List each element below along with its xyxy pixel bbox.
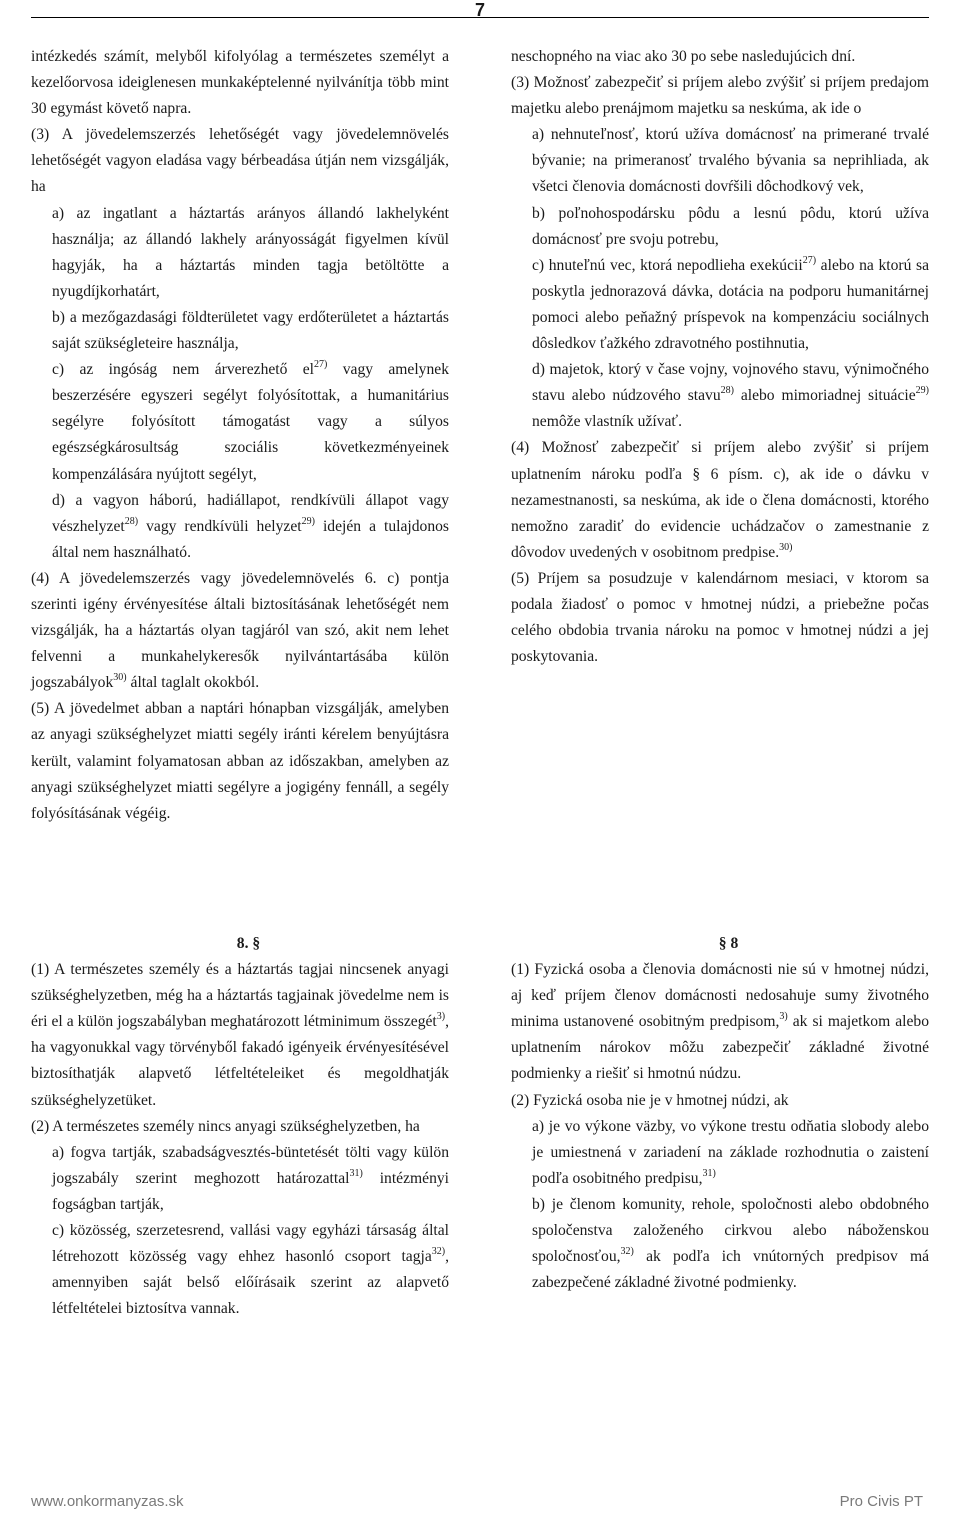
footnote-reference: 29) — [915, 385, 929, 397]
paragraph-text: intézkedés számít, melyből kifolyólag a természetes személyt a kezelőorvosa ideiglenesen munkaképtelenné nyilvánítja több mint 30 egymást követő napra. — [31, 48, 449, 118]
footnote-reference: 32) — [431, 1245, 446, 1257]
paragraph — [511, 70, 929, 122]
paragraph — [511, 253, 929, 357]
footnote-reference: 28) — [124, 515, 139, 527]
paragraph-text: (4) A jövedelemszerzés vagy jövedelemnövelés 6. c) pontja szerinti igény érvényesítése általi biztosításának lehetőségét nem vizsgálják, ha a háztartás olyan tagjáról van szó, akit nem lehet felvenni a munkahelykeresők nyilvántartásába külön jogszabályok — [31, 569, 449, 692]
column-bottom-right-slovak — [511, 931, 929, 1296]
paragraph-text: alebo na ktorú sa poskytla jednorazová dávka, dotácia na podporu humanitárnej pomoci alebo peňažný príspevok na kompenzáciu sociálnych dôsledkov ťažkého zdravotného postihnutia, — [532, 256, 929, 353]
paragraph-text: neschopného na viac ako 30 po sebe nasledujúcich dní. — [511, 48, 856, 65]
paragraph-text: a) fogva tartják, szabadságvesztés-büntetését tölti vagy külön jogszabály szerint meghozott határozattal — [52, 1143, 449, 1187]
paragraph-text: b) poľnohospodársku pôdu a lesnú pôdu, ktorú užíva domácnosť pre svoju potrebu, — [532, 204, 929, 248]
paragraph-text: , amennyiben saját belső előírásaik szerint az alapvető létfeltételei biztosítva vannak. — [52, 1248, 449, 1318]
column-bottom-left-hungarian — [31, 931, 449, 1322]
paragraph — [511, 1192, 929, 1296]
footer-website: www.onkormanyzas.sk — [31, 1493, 184, 1510]
paragraph-text: (5) A jövedelmet abban a naptári hónapban vizsgálják, amelyben az anyagi szükséghelyzet miatti segély iránti kérelem benyújtásra került, valamint folyamatosan abban az időszakban, amelyben az anyagi szükséghelyzet miatti segélyre a jogigény fennáll, a segély folyósításának végéig. — [31, 700, 449, 822]
footnote-reference: 30) — [113, 672, 127, 684]
footnote-reference: 27) — [314, 358, 328, 370]
paragraph — [31, 305, 449, 357]
paragraph-text: vagy rendkívüli helyzet — [138, 517, 302, 535]
paragraph — [31, 1218, 449, 1322]
footnote-reference: 27) — [802, 254, 817, 266]
paragraph — [31, 566, 449, 696]
footnote-reference: 29) — [301, 515, 315, 527]
paragraph — [511, 566, 929, 670]
paragraph — [511, 1114, 929, 1192]
paragraph-text: c) az ingóság nem árverezhető el — [52, 361, 315, 379]
paragraph-text: (1) A természetes személy és a háztartás tagjai nincsenek anyagi szükséghelyzetben, még ha a háztartás tagjainak jövedelme nem is éri el a külön jogszabályban meghatározott létminimum összegét — [31, 961, 449, 1031]
paragraph-text: (3) A jövedelemszerzés lehetőségét vagy jövedelemnövelés lehetőségét vagyon eladása vagy bérbeadása útján nem vizsgálják, ha — [31, 126, 449, 196]
paragraph-text: nemôže vlastník užívať. — [532, 413, 682, 431]
paragraph — [511, 957, 929, 1087]
paragraph-text: a) nehnuteľnosť, ktorú užíva domácnosť na primerané trvalé bývanie; na primeranosť trvalého bývania sa neprihliada, ak všetci členovia domácnosti dovŕšili dôchodkový vek, — [532, 126, 929, 196]
footnote-reference: 3) — [436, 1011, 446, 1023]
footnote-reference: 30) — [779, 541, 793, 553]
paragraph-text: a) je vo výkone väzby, vo výkone trestu odňatia slobody alebo je umiestnená v zariadení na základe rozhodnutia o zaistení podľa osobitného predpisu, — [532, 1117, 929, 1187]
paragraph-text: által taglalt okokból. — [126, 674, 260, 692]
paragraph-text: b) a mezőgazdasági földterületet vagy erdőterületet a háztartás saját szükségleteire használja, — [52, 308, 449, 353]
section-heading: § 8 — [718, 935, 739, 952]
paragraph — [31, 488, 449, 566]
paragraph-text: d) a vagyon háború, hadiállapot, rendkívüli állapot vagy vészhelyzet — [52, 491, 449, 535]
paragraph — [511, 122, 929, 200]
paragraph-text: (1) Fyzická osoba a členovia domácnosti nie sú v hmotnej núdzi, aj keď príjem členov domácnosti nedosahuje sumy životného minima ustanovené osobitným predpisom, — [511, 961, 929, 1031]
paragraph-text: (2) A természetes személy nincs anyagi szükséghelyzetben, ha — [31, 1117, 420, 1135]
paragraph-text: d) majetok, ktorý v čase vojny, vojnového stavu, výnimočného stavu alebo núdzového stavu — [532, 361, 929, 405]
header-rule — [31, 17, 929, 18]
paragraph — [511, 201, 929, 253]
paragraph-text: c) közösség, szerzetesrend, vallási vagy egyházi társaság által létrehozott közösség vagy ehhez hasonló csoport tagja — [52, 1222, 449, 1266]
paragraph-text: b) je členom komunity, rehole, spoločnosti alebo obdobného spoločenstva založeného cirkvou alebo náboženskou spoločnosťou, — [532, 1195, 929, 1266]
paragraph — [31, 201, 449, 305]
paragraph-text: idején a tulajdonos által nem használható. — [52, 517, 449, 561]
paragraph-text: vagy amelynek beszerzésére egyszeri segélyt folyósítottak, a humanitárius segélyre folyósított támogatást vagy a súlyos egészségkárosultság szociális következményeinek kompenzálására nyújtott segélyt, — [52, 361, 449, 483]
paragraph — [511, 357, 929, 435]
footnote-reference: 32) — [620, 1245, 634, 1257]
footnote-reference: 28) — [720, 385, 734, 397]
paragraph-text: (4) Možnosť zabezpečiť si príjem alebo zvýšiť si príjem uplatnením nároku podľa § 6 písm. c), ak ide o dávku v nezamestnanosti, sa neskúma, ak ide o člena domácnosti, ktorého nemožno zaradiť do evidencie uchádzačov o zamestnanie z dôvodov uvedených v osobitnom predpise. — [511, 439, 929, 561]
paragraph — [31, 122, 449, 200]
footnote-reference: 3) — [779, 1011, 788, 1023]
paragraph — [31, 44, 449, 122]
paragraph-text: (5) Príjem sa posudzuje v kalendárnom mesiaci, v ktorom sa podala žiadosť o pomoc v hmotnej núdzi, a priebežne počas celého obdobia trvania nároku na pomoc v hmotnej núdzi a jej poskytovania. — [511, 569, 929, 666]
paragraph-text: alebo mimoriadnej situácie — [733, 387, 916, 405]
paragraph-text: ak si majetkom alebo uplatnením nárokov môžu zabezpečiť základné životné podmienky a riešiť si hmotnú núdzu. — [511, 1013, 929, 1083]
paragraph — [511, 1088, 929, 1114]
section-heading: 8. § — [236, 935, 261, 952]
page-number: 7 — [474, 0, 485, 20]
paragraph — [31, 696, 449, 826]
column-top-left-hungarian — [31, 44, 449, 827]
paragraph-text: a) az ingatlant a háztartás arányos állandó lakhelyként használja; az állandó lakhely arányosságát figyelmen kívül hagyják, ha a háztartás minden tagja betöltötte a nyugdíjkorhatárt, — [52, 204, 449, 300]
paragraph-text: intézményi fogságban tartják, — [52, 1169, 449, 1213]
paragraph-text: (2) Fyzická osoba nie je v hmotnej núdzi, ak — [511, 1091, 789, 1109]
paragraph-text: ak podľa ich vnútorných predpisov má zabezpečené základné životné podmienky. — [532, 1248, 929, 1292]
paragraph-text: , ha vagyonukkal vagy törvényből fakadó igényeik érvényesítésével biztosíthatják alapvető létfeltételeiket és megoldhatják szükséghelyzetüket. — [31, 1013, 449, 1109]
footnote-reference: 31) — [702, 1167, 716, 1179]
paragraph-text: c) hnuteľnú vec, ktorá nepodlieha exekúcii — [532, 256, 803, 274]
paragraph — [511, 44, 929, 70]
paragraph — [511, 435, 929, 565]
paragraph — [31, 1114, 449, 1140]
paragraph-text: (3) Možnosť zabezpečiť si príjem alebo zvýšiť si príjem predajom majetku alebo prenájmom majetku sa neskúma, ak ide o — [511, 74, 929, 118]
paragraph — [31, 357, 449, 487]
column-top-right-slovak — [511, 44, 929, 670]
footnote-reference: 31) — [349, 1167, 363, 1179]
paragraph — [31, 1140, 449, 1218]
paragraph — [31, 957, 449, 1114]
footer-publisher: Pro Civis PT — [839, 1493, 923, 1510]
